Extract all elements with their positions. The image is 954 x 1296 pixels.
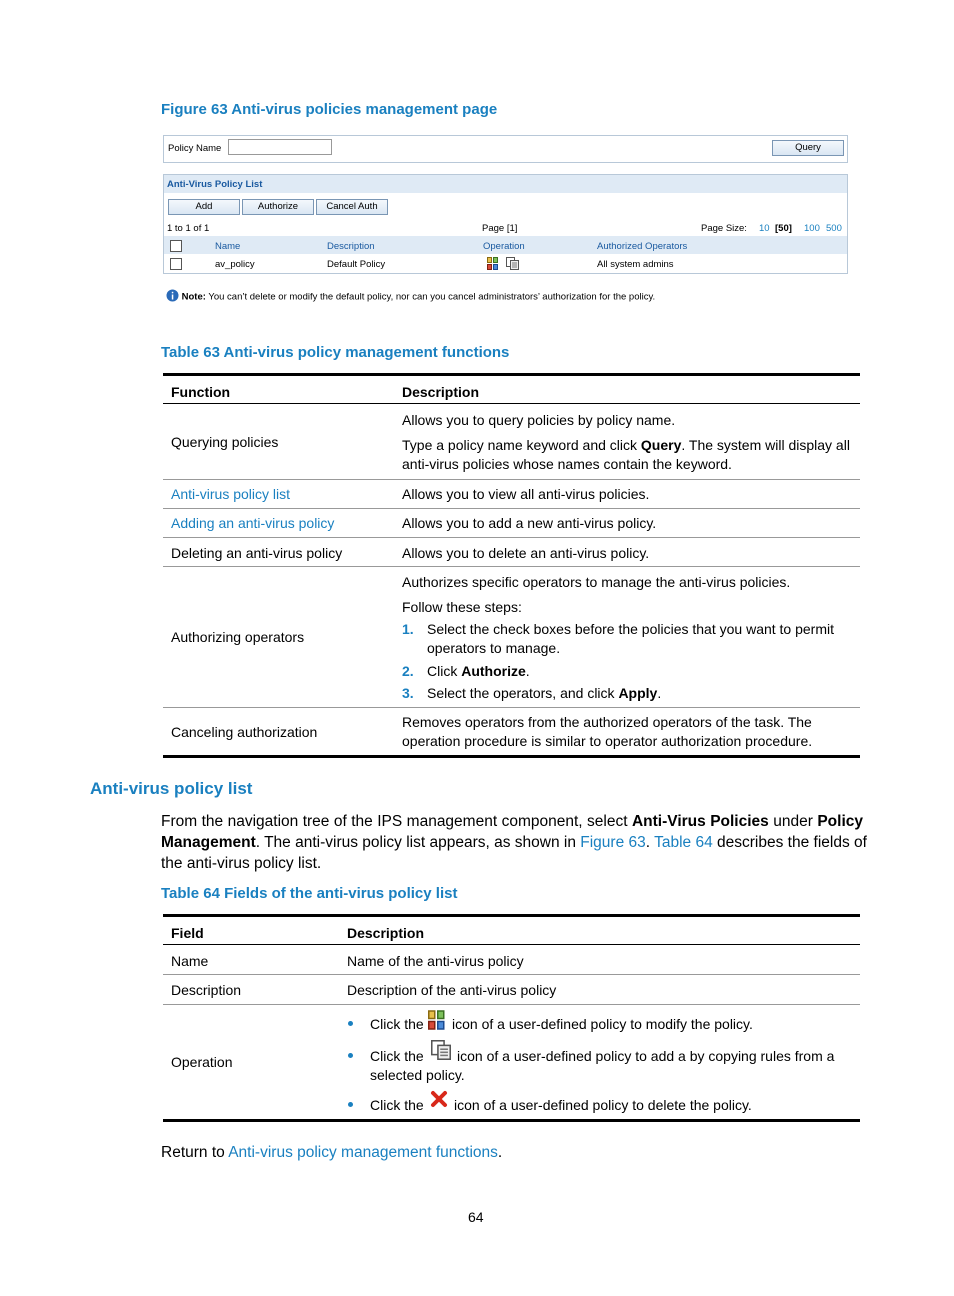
row-checkbox[interactable] [170, 258, 182, 270]
page-indicator: Page [1] [482, 223, 518, 234]
bullet-2-text-b: icon of a user-defined policy to add a by copying rules from a [457, 1048, 835, 1064]
table63-row1-desc3: anti-virus policies whose names contain the keyword. [402, 456, 732, 472]
info-icon [166, 289, 179, 305]
cancel-auth-button[interactable]: Cancel Auth [316, 199, 388, 215]
table63-row3-desc: Allows you to add a new anti-virus policy. [402, 515, 657, 531]
bullet-1 [348, 1021, 353, 1026]
step-1-text-b: operators to manage. [427, 640, 561, 656]
note-label: Note: [181, 291, 206, 303]
page-size-500[interactable]: 500 [826, 223, 842, 234]
col-operation: Operation [483, 241, 525, 252]
bullet-1-text-b: icon of a user-defined policy to modify the policy. [452, 1016, 753, 1032]
policy-name-label: Policy Name [168, 143, 222, 154]
step-2-number: 2. [402, 663, 414, 679]
query-button[interactable]: Query [772, 140, 844, 156]
table63-row2-desc: Allows you to view all anti-virus policies. [402, 486, 650, 502]
add-button[interactable]: Add [168, 199, 240, 215]
figure-note [166, 289, 655, 305]
table64-row2-desc: Description of the anti-virus policy [347, 982, 557, 998]
bullet-2-text-c: selected policy. [370, 1067, 465, 1083]
row-authorized: All system admins [597, 259, 674, 270]
step-2-text: Click Authorize. [427, 663, 530, 679]
return-line: Return to Anti-virus policy management functions. [161, 1144, 503, 1161]
table63-row4-desc: Allows you to delete an anti-virus policy. [402, 545, 650, 561]
row-name: av_policy [215, 259, 255, 270]
paragraph-line-3: the anti-virus policy list. [161, 855, 322, 872]
table64-row2-field: Description [171, 982, 242, 998]
section-heading: Anti-virus policy list [90, 779, 253, 798]
copy-icon [431, 1040, 451, 1065]
bullet-1-text-a: Click the [370, 1016, 424, 1032]
link-anti-virus-policy-management-functions[interactable]: Anti-virus policy management functions [228, 1144, 498, 1161]
copy-icon[interactable] [506, 257, 519, 273]
col-name[interactable]: Name [215, 241, 241, 252]
search-panel [163, 135, 848, 163]
table63-row5-desc2: Follow these steps: [402, 599, 522, 615]
paragraph-line-1: From the navigation tree of the IPS management component, select Anti-Virus Policies under Policy [161, 813, 863, 830]
authorize-button[interactable]: Authorize [242, 199, 314, 215]
modify-icon[interactable] [487, 257, 499, 273]
note-text: You can’t delete or modify the default policy, nor can you cancel administrators’ authorization for the policy. [208, 291, 656, 303]
table63-header-function: Function [171, 384, 231, 400]
table63-header-description: Description [402, 384, 480, 400]
bullet-3-text-b: icon of a user-defined policy to delete the policy. [454, 1097, 752, 1113]
bullet-3 [348, 1102, 353, 1107]
link-table-64[interactable]: Table 64 [654, 834, 713, 851]
step-3-number: 3. [402, 685, 414, 701]
bullet-2 [348, 1053, 353, 1058]
col-authorized-operators: Authorized Operators [597, 241, 688, 252]
page-number: 64 [468, 1209, 484, 1225]
table63-row5-desc1: Authorizes specific operators to manage the anti-virus policies. [402, 574, 791, 590]
table63-row6-desc2: operation procedure is similar to operator authorization procedure. [402, 733, 813, 749]
table63-row1-desc2: Type a policy name keyword and click Query. The system will display all [402, 437, 850, 453]
table63-row4-function: Deleting an anti-virus policy [171, 545, 343, 561]
step-1-number: 1. [402, 621, 414, 637]
row-description: Default Policy [327, 259, 386, 270]
table63-row1-desc1: Allows you to query policies by policy name. [402, 412, 676, 428]
page-size-100[interactable]: 100 [804, 223, 820, 234]
modify-icon [428, 1010, 446, 1035]
link-anti-virus-policy-list[interactable]: Anti-virus policy list [171, 486, 291, 502]
range-text: 1 to 1 of 1 [167, 223, 210, 234]
policy-name-input[interactable] [228, 139, 332, 155]
table63-row1-function: Querying policies [171, 434, 279, 450]
step-3-text: Select the operators, and click Apply. [427, 685, 662, 701]
figure-caption: Figure 63 Anti-virus policies management page [161, 101, 498, 118]
link-adding-anti-virus-policy[interactable]: Adding an anti-virus policy [171, 515, 335, 531]
table63-row6-function: Canceling authorization [171, 724, 318, 740]
bullet-2-text-a: Click the [370, 1048, 424, 1064]
table63-row5-function: Authorizing operators [171, 629, 305, 645]
col-description[interactable]: Description [327, 241, 375, 252]
table63-row6-desc1: Removes operators from the authorized operators of the task. The [402, 714, 812, 730]
table64-header-description: Description [347, 925, 425, 941]
table64-caption: Table 64 Fields of the anti-virus policy list [161, 885, 458, 902]
page-size-label: Page Size: [701, 223, 747, 234]
table64-row3-field: Operation [171, 1054, 233, 1070]
link-figure-63[interactable]: Figure 63 [580, 834, 646, 851]
page-size-10[interactable]: 10 [759, 223, 770, 234]
table64-header-field: Field [171, 925, 204, 941]
table64-row1-field: Name [171, 953, 209, 969]
step-1-text-a: Select the check boxes before the policies that you want to permit [427, 621, 835, 637]
page-size-50[interactable]: [50] [775, 223, 792, 234]
select-all-checkbox[interactable] [170, 240, 182, 252]
policy-list-title: Anti-Virus Policy List [167, 179, 263, 190]
policy-list-panel [163, 174, 848, 274]
table63-caption: Table 63 Anti-virus policy management functions [161, 344, 510, 361]
delete-icon [430, 1090, 448, 1113]
table64-row1-desc: Name of the anti-virus policy [347, 953, 524, 969]
paragraph-line-2: Management. The anti-virus policy list appears, as shown in Figure 63. Table 64 describes the fields of [161, 834, 867, 851]
bullet-3-text-a: Click the [370, 1097, 424, 1113]
